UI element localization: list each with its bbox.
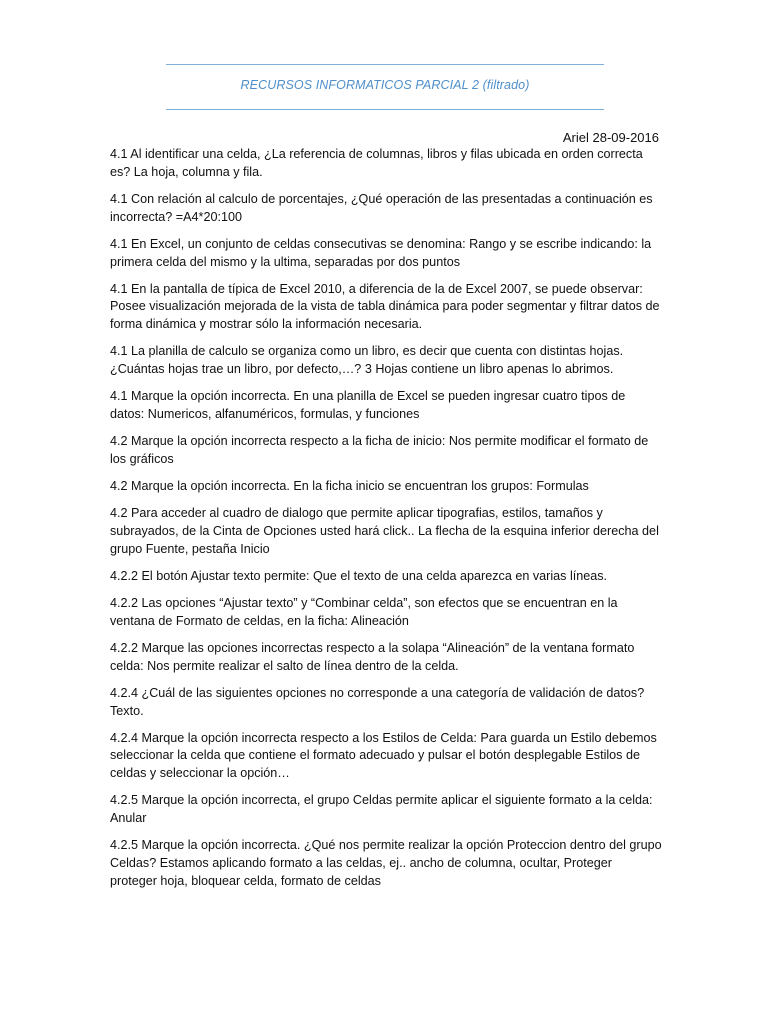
paragraph: 4.1 En Excel, un conjunto de celdas consecutivas se denomina: Rango y se escribe indicando: la primera celda del mismo y la ultima, separadas por dos puntos [110, 236, 652, 269]
paragraph: 4.2 Marque la opción incorrecta. En la ficha inicio se encuentran los grupos: Formulas [110, 479, 589, 494]
paragraph: 4.2.2 Marque las opciones incorrectas respecto a la solapa “Alineación” de la ventana formato celda: Nos permite realizar el salto de línea dentro de la celda. [110, 640, 635, 673]
paragraph: 4.2.2 Las opciones “Ajustar texto” y “Combinar celda”, son efectos que se encuentran en la ventana de Formato de celdas, en la ficha: Alineación [110, 596, 618, 628]
document-body [110, 146, 662, 900]
paragraph: 4.2.4 Marque la opción incorrecta respecto a los Estilos de Celda: Para guarda un Estilo debemos seleccionar la celda que contiene el formato adecuado y pulsar el botón desplegable Estilos de celdas y seleccionar la opción… [110, 730, 657, 781]
document-title: RECURSOS INFORMATICOS PARCIAL 2 (filtrado) [240, 78, 530, 92]
paragraph: 4.2.4 ¿Cuál de las siguientes opciones no corresponde a una categoría de validación de datos? Texto. [110, 685, 645, 718]
paragraph: 4.1 Con relación al calculo de porcentajes, ¿Qué operación de las presentadas a continuación es incorrecta? =A4*20:100 [110, 191, 653, 224]
paragraph: 4.2.2 El botón Ajustar texto permite: Que el texto de una celda aparezca en varias líneas. [110, 568, 608, 583]
paragraph: 4.1 Al identificar una celda, ¿La referencia de columnas, libros y filas ubicada en orden correcta es? La hoja, columna y fila. [110, 147, 643, 179]
paragraph: 4.1 Marque la opción incorrecta. En una planilla de Excel se pueden ingresar cuatro tipos de datos: Numericos, alfanuméricos, formulas, y funciones [110, 389, 626, 421]
paragraph: 4.1 La planilla de calculo se organiza como un libro, es decir que cuenta con distintas hojas. ¿Cuántas hojas trae un libro, por defecto,…? 3 Hojas contiene un libro apenas lo abrimos. [110, 344, 624, 377]
paragraph: 4.2 Marque la opción incorrecta respecto a la ficha de inicio: Nos permite modificar el formato de los gráficos [110, 434, 649, 466]
author-date: Ariel 28-09-2016 [562, 130, 659, 145]
paragraph: 4.1 En la pantalla de típica de Excel 2010, a diferencia de la de Excel 2007, se puede observar: Posee visualización mejorada de la vista de tabla dinámica para poder segmentar y filtrar datos de forma dinámica y mostrar sólo la información necesaria. [110, 281, 660, 332]
paragraph: 4.2 Para acceder al cuadro de dialogo que permite aplicar tipografias, estilos, tamaños y subrayados, de la Cinta de Opciones usted hará click.. La flecha de la esquina inferior derecha del grupo Fuente, pestaña Inicio [110, 506, 659, 556]
paragraph: 4.2.5 Marque la opción incorrecta. ¿Qué nos permite realizar la opción Proteccion dentro del grupo Celdas? Estamos aplicando formato a las celdas, ej.. ancho de columna, ocultar, Proteger proteger hoja, bloquear celda, formato de celdas [110, 838, 662, 888]
title-block [166, 64, 604, 110]
paragraph: 4.2.5 Marque la opción incorrecta, el grupo Celdas permite aplicar el siguiente formato a la celda: Anular [110, 793, 653, 826]
